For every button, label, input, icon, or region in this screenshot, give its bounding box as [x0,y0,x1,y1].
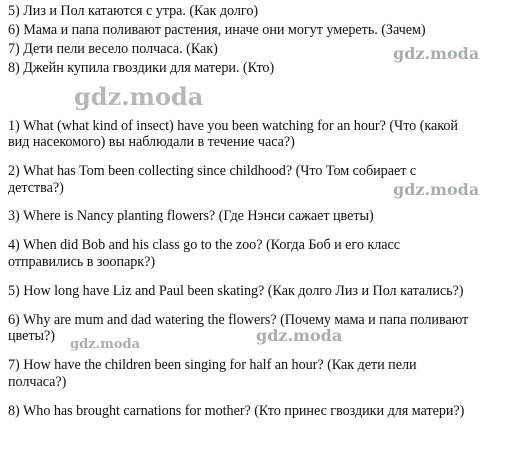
answer-2-line-1: 2) What has Tom been collecting since childhood? (Что Том собирает с [8,163,417,179]
answer-7-line-2: полчаса?) [8,374,67,390]
sentence-8: 8) Джейн купила гвоздики для матери. (Кто) [8,60,275,76]
answer-6-line-1: 6) Why are mum and dad watering the flowers? (Почему мама и папа поливают [8,312,469,328]
answer-6-line-2: цветы?) [8,328,55,344]
answer-3: 3) Where is Nancy planting flowers? (Где Нэнси сажает цветы) [8,208,374,224]
answer-1-line-1: 1) What (what kind of insect) have you been watching for an hour? (Что (какой [8,118,458,134]
watermark-5: gdz.moda [70,337,141,352]
answer-1-line-2: вид насекомого) вы наблюдали в течение часа?) [8,134,295,150]
sentence-7: 7) Дети пели весело полчаса. (Как) [8,41,218,57]
answer-4-line-1: 4) When did Bob and his class go to the zoo? (Когда Боб и его класс [8,237,401,253]
sentence-5: 5) Лиз и Пол катаются с утра. (Как долго) [8,3,259,19]
sentence-6: 6) Мама и папа поливают растения, иначе они могут умереть. (Зачем) [8,22,426,38]
answer-5: 5) How long have Liz and Paul been skating? (Как долго Лиз и Пол катались?) [8,283,464,299]
watermark-1: gdz.moda [393,44,480,63]
watermark-2: gdz.moda [74,82,204,111]
watermark-4: gdz.moda [256,326,343,345]
answer-2-line-2: детства?) [8,180,64,196]
answer-4-line-2: отправились в зоопарк?) [8,254,156,270]
answer-8: 8) Who has brought carnations for mother? (Кто принес гвоздики для матери?) [8,403,465,419]
watermark-3: gdz.moda [393,180,480,199]
answer-7-line-1: 7) How have the children been singing for half an hour? (Как дети пели [8,357,417,373]
